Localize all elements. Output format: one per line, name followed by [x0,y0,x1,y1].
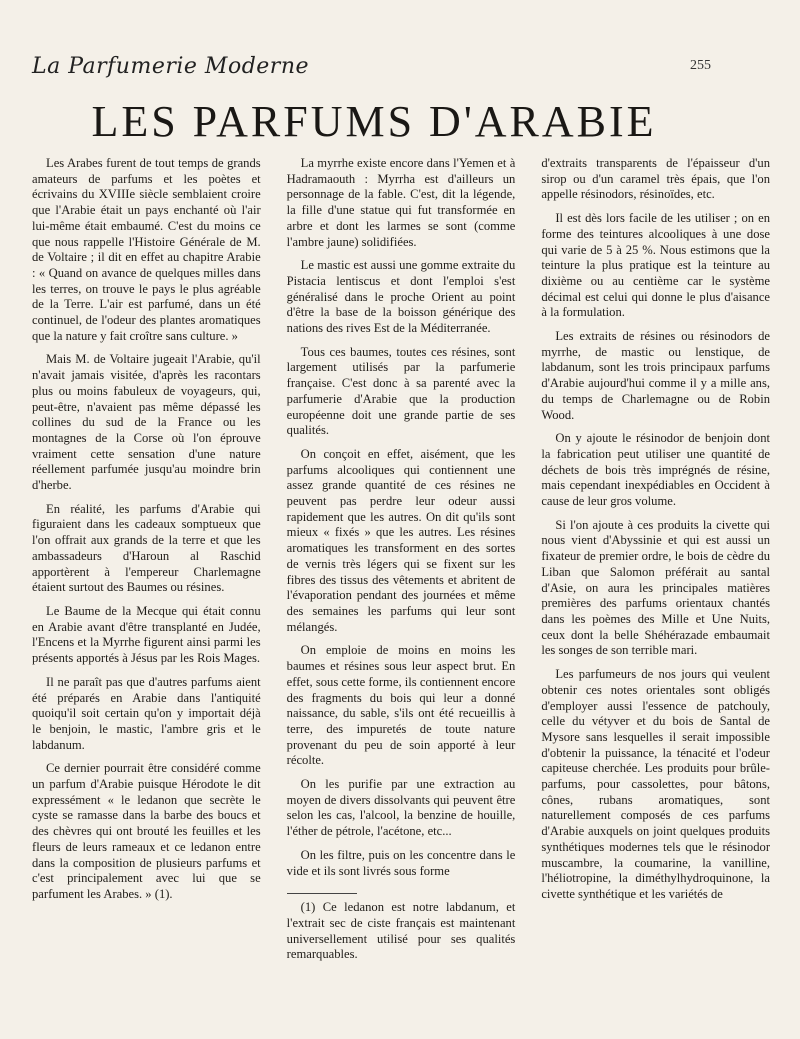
article-title: LES PARFUMS D'ARABIE [91,97,657,146]
paragraph: Le mastic est aussi une gomme extraite du Pistacia lentiscus et dont l'emploi s'est généralisé dans le proche Orient au point d'être la base de la boisson générique des nations des rives Est de la Méditerranée. [286,258,516,336]
column-2 [287,156,516,986]
paragraph: d'extraits transparents de l'épaisseur d'un sirop ou d'un caramel très épais, que l'on appelle résinodors, résinoïdes, etc. [541,156,771,202]
paragraph: Les parfumeurs de nos jours qui veulent obtenir ces notes orientales sont obligés d'employer aussi l'essence de patchouly, celle du vétyver et du bois de Santal de Mysore sans lesquelles il serait impossible d'obtenir la puissance, la ténacité et l'odeur capiteuse cherchée. Les produits pour brûle-parfums, pour cassolettes, pour bâtons, cônes, rubans aromatiques, sont naturellement composés de ces parfums d'Arabie auxquels on joint quelques produits synthétiques modernes tels que le résinodor muscambre, la coumarine, la vanilline, l'héliotropine, la diméthylhydroquinone, la civette synthétique et les variétés de [541,667,771,901]
running-head: La Parfumerie Moderne [32,54,310,79]
page-number: 255 [690,58,711,73]
paragraph: En réalité, les parfums d'Arabie qui figuraient dans les cadeaux somptueux que l'on offrait aux grands de la terre et que les ambassadeurs d'Haroun al Raschid apportèrent à l'empereur Charlemagne étaient surtout des Baumes ou résines. [32,501,261,595]
paragraph: Le Baume de la Mecque qui était connu en Arabie avant d'être transplanté en Judée, l'Encens et la Myrrhe figurent ainsi parmi les présents apportés à Jésus par les Rois Mages. [32,603,261,666]
paragraph: On les filtre, puis on les concentre dans le vide et ils sont livrés sous forme [286,847,516,878]
paragraph: La myrrhe existe encore dans l'Yemen et à Hadramaouth : Myrrha est d'ailleurs un personnage de la fable. C'est, dit la légende, la fille d'une statue qui fut transformée en arbre et dont les larmes se sont (comme l'ambre jaune) solidifiées. [286,156,516,249]
column-1 [32,156,261,986]
paragraph: Il ne paraît pas que d'autres parfums aient été préparés en Arabie dans l'antiquité quoiqu'il soit certain qu'on y importait déjà le benjoin, le mastic, l'ambre gris et le labdanum. [32,674,261,752]
paragraph: Si l'on ajoute à ces produits la civette qui nous vient d'Abyssinie et qui est aussi un fixateur de premier ordre, le bois de cèdre du Liban que Salomon préférait au santal d'Asie, on aura les principales matières premières des parfums orientaux chantés dans les poèmes des Mille et Une Nuits, ceux dont la belle Shéhérazade embaumait les songes de son terrible mari. [541,517,771,658]
paragraph: On les purifie par une extraction au moyen de divers dissolvants qui peuvent être selon les cas, l'alcool, la benzine de houille, l'éther de pétrole, l'acétone, etc... [286,777,516,839]
footnote: (1) Ce ledanon est notre labdanum, et l'extrait sec de ciste français est maintenant universellement utilisé pour ses qualités remarquables. [286,900,516,962]
paragraph: Les extraits de résines ou résinodors de myrrhe, de mastic ou lenstique, de labdanum, sont les trois principaux parfums d'Arabie aujourd'hui comme il y a mille ans, du temps de Charlemagne ou de Robin Wood. [541,329,771,422]
paragraph: Il est dès lors facile de les utiliser ; on en forme des teintures alcooliques à une dose qui varie de 5 à 25 %. Nous estimons que la teinture la plus pratique est la teinture au dixième ou au centième car le système décimal est celui qui donne le plus d'aisance à la formulation. [541,211,771,320]
paragraph: On emploie de moins en moins les baumes et résines sous leur aspect brut. En effet, sous cette forme, ils contiennent encore des fragments du bois qui leur a donné naissance, du sable, s'ils ont été recueillis à terre, des impuretés de toute nature provenant du peu de soin apporté à leur récolte. [286,643,516,768]
paragraph: On conçoit en effet, aisément, que les parfums alcooliques qui contiennent une assez grande quantité de ces résines ne peuvent pas perdre leur odeur aussi rapidement que les autres. On dit qu'ils sont mieux « fixés » que les autres. Les résines aromatiques les transforment en des sortes de vernis très légers qui se fixent sur les fibres des tissus des vêtements et abritent de l'évaporation pendant des journées et même des semaines les parfums qui leur sont mélangés. [286,446,516,634]
paragraph: On y ajoute le résinodor de benjoin dont la fabrication peut utiliser une quantité de déchets de bois très imprégnés de résine, mais cependant inexpédiables en Occident à cause de leur gros volume. [541,431,771,509]
article-body [32,156,770,986]
paragraph: Les Arabes furent de tout temps de grands amateurs de parfums et les poètes et écrivains du XVIIIe siècle semblaient croire que l'Arabie était un pays enchanté où l'air lui-même était embaumé. C'est du moins ce que nous rappelle l'Histoire Générale de M. de Voltaire ; il dit en effet au chapitre Arabie : « Quand on avance de quelques milles dans les terres, on trouve le pays le plus agréable de la Terre. L'air est parfumé, dans un été continuel, de l'odeur des plantes aromatiques que la nature y fait croître sans culture. » [32,156,261,343]
footnote-divider [287,893,357,894]
paragraph: Mais M. de Voltaire jugeait l'Arabie, qu'il n'avait jamais visitée, d'après les racontars plus ou moins fabuleux de voyageurs, qui, peut-être, n'avaient pas même dépassé les collines du sud de la France ou les montagnes de la Corse où l'on éprouve vraiment cette sensation d'une nature réellement parfumée jusqu'au moindre brin d'herbe. [32,352,261,493]
paragraph: Tous ces baumes, toutes ces résines, sont largement utilisés par la parfumerie française. C'est donc à sa parenté avec la parfumerie d'Arabie que la production européenne doit une grande partie de ses qualités. [286,344,516,438]
column-3 [541,156,770,986]
paragraph: Ce dernier pourrait être considéré comme un parfum d'Arabie puisque Hérodote le dit expressément « le ledanon que secrète le cyste se ramasse dans la barbe des boucs et des chèvres qui ont brouté les feuilles et les fleurs de leurs rameaux et ce ledanon entre dans la composition de plusieurs parfums et c'est principalement avec lui que se parfument les Arabes. » (1). [32,761,261,901]
